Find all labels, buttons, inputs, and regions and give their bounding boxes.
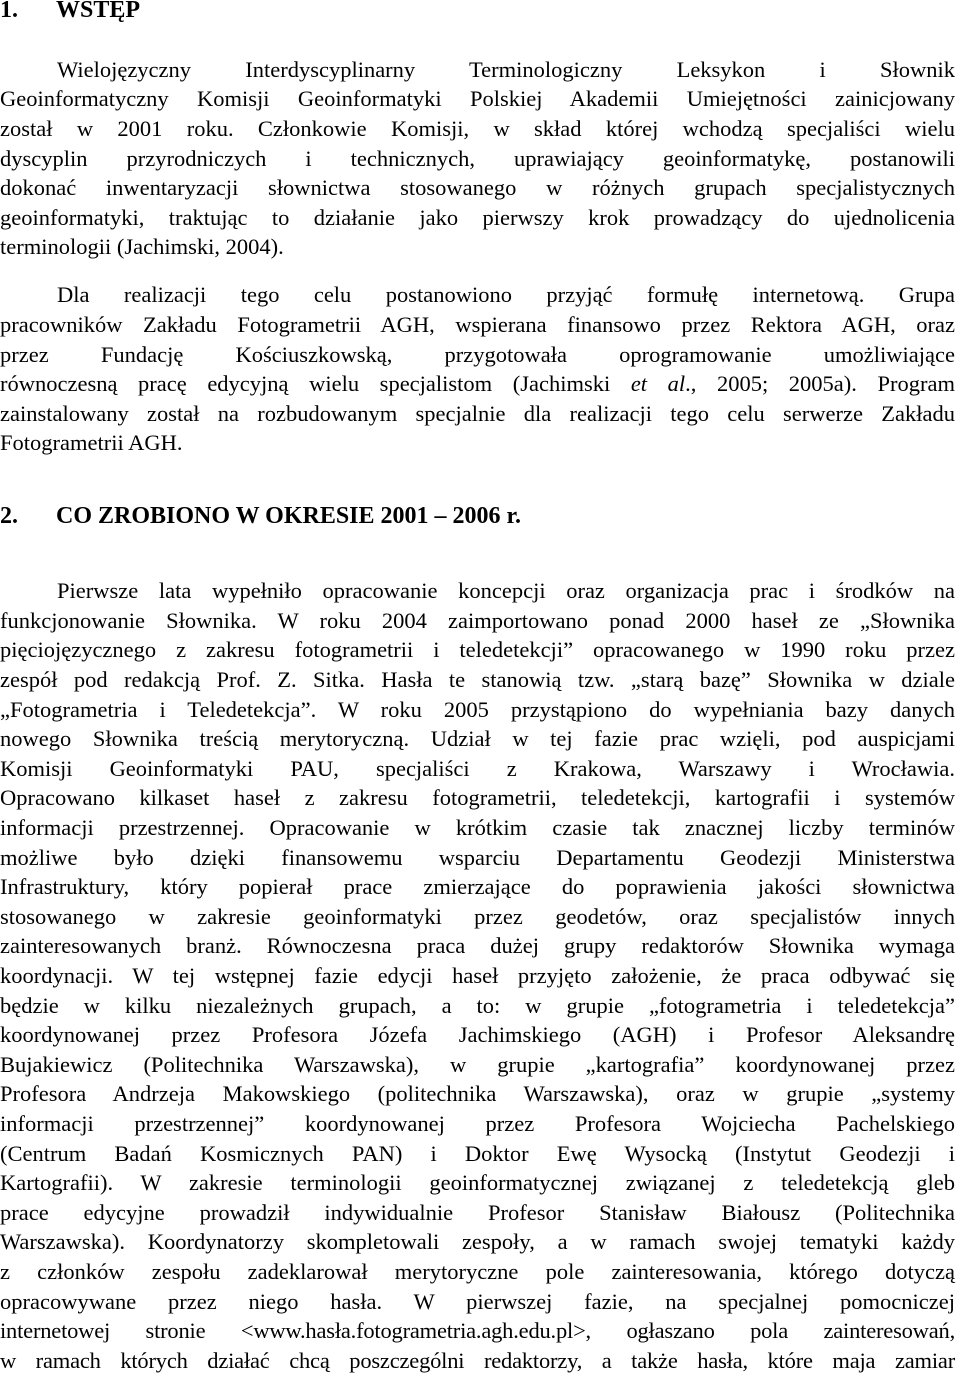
paragraph-3-line-2: funkcjonowanie Słownika. W roku 2004 zaimportowano ponad 2000 haseł ze „Słownika (0, 608, 955, 633)
paragraph-3-line-23: Warszawska). Koordynatorzy skompletowali zespoły, a w ramach swojej tematyki każdy (0, 1229, 955, 1254)
paragraph-3-line-20: (Centrum Badań Kosmicznych PAN) i Doktor Ewę Wysocką (Instytut Geodezji i (0, 1141, 955, 1166)
paragraph-1-line-6: geoinformatyki, traktując to działanie jako pierwszy krok prowadzący do ujednolicenia (0, 205, 955, 230)
paragraph-3-line-3: pięciojęzycznego z zakresu fotogrametrii i teledetekcji” opracowanego w 1990 roku przez (0, 637, 955, 662)
paragraph-3-line-12: stosowanego w zakresie geoinformatyki przez geodetów, oraz specjalistów innych (0, 904, 955, 929)
paragraph-3-line-11: Infrastruktury, który popierał prace zmierzające do poprawienia jakości słownictwa (0, 874, 955, 899)
paragraph-2-line-4: równoczesną pracę edycyjną wielu specjalistom (Jachimski et al., 2005; 2005a). Program (0, 371, 955, 396)
paragraph-1-line-4: dyscyplin przyrodniczych i technicznych, uprawiający geoinformatykę, postanowili (0, 146, 955, 171)
section-1-title: WSTĘP (56, 0, 141, 23)
paragraph-3-line-22: prace edycyjne prowadził indywidualnie Profesor Stanisław Białousz (Politechnika (0, 1200, 955, 1225)
paragraph-3-line-14: koordynacji. W tej wstępnej fazie edycji haseł przyjęto założenie, że praca odbywać się (0, 963, 955, 988)
paragraph-1-line-3: został w 2001 roku. Członkowie Komisji, w skład której wchodzą specjaliści wielu (0, 116, 955, 141)
paragraph-3-line-19: informacji przestrzennej” koordynowanej przez Profesora Wojciecha Pachelskiego (0, 1111, 955, 1136)
paragraph-3-line-27: w ramach których działać chcą poszczególni redaktorzy, a także hasła, które maja zamiar (0, 1348, 955, 1373)
paragraph-3-line-4: zespół pod redakcją Prof. Z. Sitka. Hasła te stanowią tzw. „starą bazę” Słownika w dziale (0, 667, 955, 692)
paragraph-3-line-1: Pierwsze lata wypełniło opracowanie koncepcji oraz organizacja prac i środków na (57, 578, 955, 603)
paragraph-2-line-3: przez Fundację Kościuszkowską, przygotowała oprogramowanie umożliwiające (0, 342, 955, 367)
paragraph-3-line-9: informacji przestrzennej. Opracowanie w krótkim czasie tak znacznej liczby terminów (0, 815, 955, 840)
paragraph-1-line-2: Geoinformatyczny Komisji Geoinformatyki Polskiej Akademii Umiejętności zainicjowany (0, 86, 955, 111)
paragraph-3-line-16: koordynowanej przez Profesora Józefa Jachimskiego (AGH) i Profesor Aleksandrę (0, 1022, 955, 1047)
paragraph-2-line-6: Fotogrametrii AGH. (0, 430, 183, 455)
paragraph-2-line-5: zainstalowany został na rozbudowanym specjalnie dla realizacji tego celu serwerze Zakładu (0, 401, 955, 426)
section-2-heading (0, 502, 521, 531)
paragraph-3-line-26: internetowej stronie <www.hasła.fotogrametria.agh.edu.pl>, ogłaszano pola zainteresowań, (0, 1318, 955, 1343)
paragraph-3-line-7: Komisji Geoinformatyki PAU, specjaliści z Krakowa, Warszawy i Wrocławia. (0, 756, 955, 781)
section-2-number: 2. (0, 503, 18, 529)
paragraph-1-line-5: dokonać inwentaryzacji słownictwa stosowanego w różnych grupach specjalistycznych (0, 175, 955, 200)
paragraph-3-line-21: Kartografii). W zakresie terminologii geoinformatycznej związanej z teledetekcją gleb (0, 1170, 955, 1195)
paragraph-1-line-1: Wielojęzyczny Interdyscyplinarny Terminologiczny Leksykon i Słownik (57, 57, 955, 82)
section-1-heading (0, 0, 140, 25)
paragraph-3-line-24: z członków zespołu zadeklarował merytoryczne pole zainteresowania, którego dotyczą (0, 1259, 955, 1284)
paragraph-2-line-2: pracowników Zakładu Fotogrametrii AGH, wspierana finansowo przez Rektora AGH, oraz (0, 312, 955, 337)
paragraph-1-line-7: terminologii (Jachimski, 2004). (0, 234, 284, 259)
section-1-number: 1. (0, 0, 18, 23)
paragraph-3-line-17: Bujakiewicz (Politechnika Warszawska), w grupie „kartografia” koordynowanej przez (0, 1052, 955, 1077)
paragraph-3-line-13: zainteresowanych branż. Równoczesna praca dużej grupy redaktorów Słownika wymaga (0, 933, 955, 958)
paragraph-3-line-6: nowego Słownika treścią merytoryczną. Udział w tej fazie prac wzięli, pod auspicjami (0, 726, 955, 751)
paragraph-3-line-8: Opracowano kilkaset haseł z zakresu fotogrametrii, teledetekcji, kartografii i systemów (0, 785, 955, 810)
paragraph-3-line-25: opracowywane przez niego hasła. W pierwszej fazie, na specjalnej pomocniczej (0, 1289, 955, 1314)
paragraph-3-line-15: będzie w kilku niezależnych grupach, a to: w grupie „fotogrametria i teledetekcja” (0, 993, 955, 1018)
paragraph-2-line-1: Dla realizacji tego celu postanowiono przyjąć formułę internetową. Grupa (57, 282, 955, 307)
paragraph-3-line-10: możliwe było dzięki finansowemu wsparciu Departamentu Geodezji Ministerstwa (0, 845, 955, 870)
paragraph-3-line-5: „Fotogrametria i Teledetekcja”. W roku 2005 przystąpiono do wypełniania bazy danych (0, 697, 955, 722)
paragraph-3-line-18: Profesora Andrzeja Makowskiego (politechnika Warszawska), oraz w grupie „systemy (0, 1081, 955, 1106)
section-2-title: CO ZROBIONO W OKRESIE 2001 – 2006 r. (56, 503, 521, 529)
